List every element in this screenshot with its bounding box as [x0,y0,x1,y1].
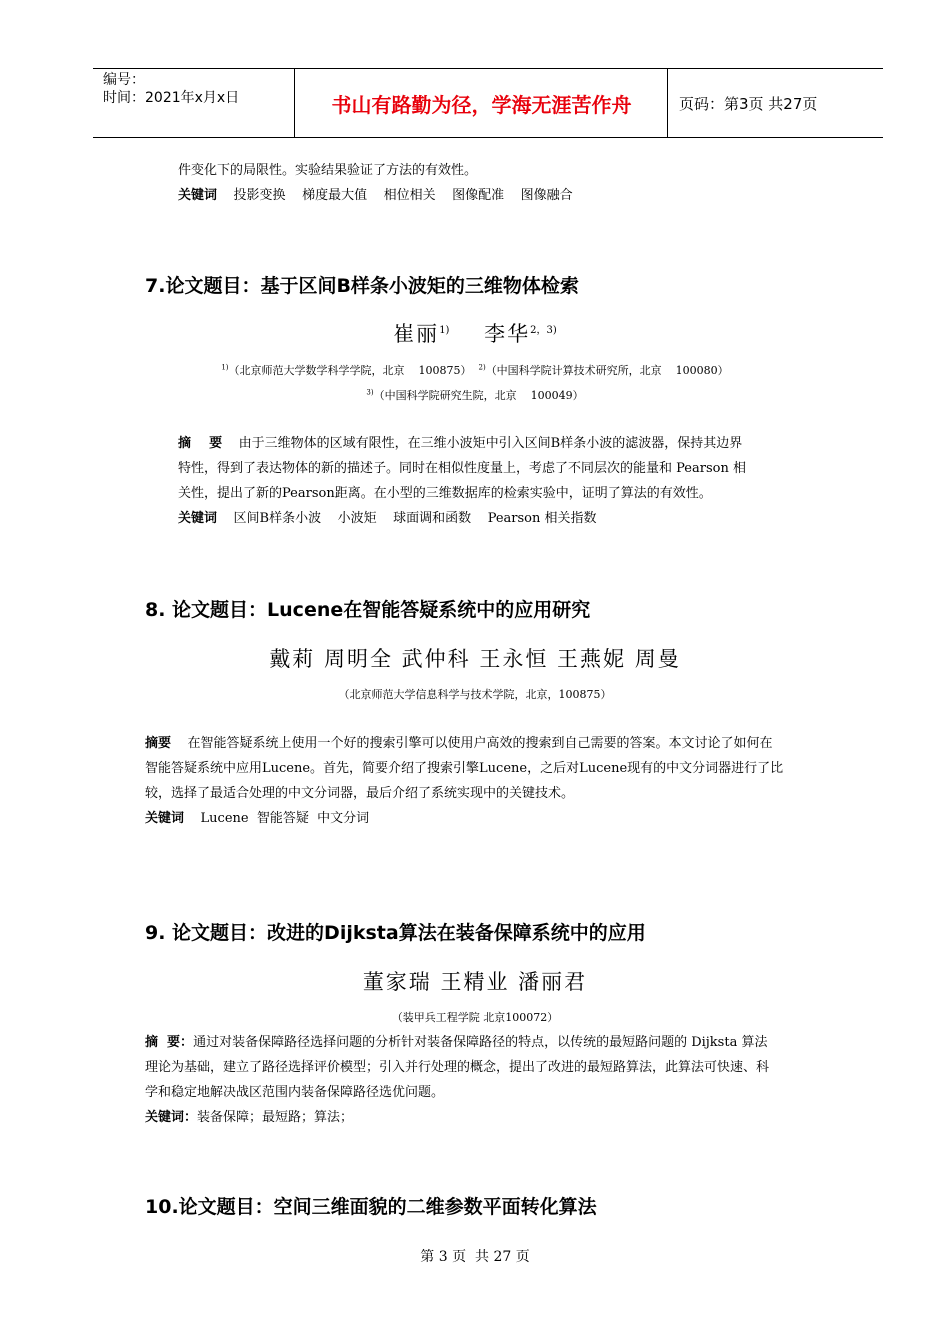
paper-8-affiliation: （北京师范大学信息科学与技术学院，北京，100875） [338,688,612,701]
keywords-label: 关键词 [178,511,218,526]
paper-7-title: 7.论文题目：基于区间B样条小波矩的三维物体检索 [145,275,579,297]
keywords-text: 投影变换 梯度最大值 相位相关 图像配准 图像融合 [233,188,573,203]
keywords-text: Lucene 智能答疑 中文分词 [200,811,370,826]
abstract-text: 由于三维物体的区域有限性，在三维小波矩中引入区间B样条小波的滤波器，保持其边界 [238,436,743,451]
paper-9-abstract-line: 学和稳定地解决战区范围内装备保障路径选优问题。 [145,1085,445,1100]
keywords-label: 关键词 [178,188,218,203]
abstract-text: 通过对装备保障路径选择问题的分析针对装备保障路径的特点，以传统的最短路问题的 Dijksta 算法 [193,1035,768,1050]
affiliation: （中国科学院研究生院，北京 100049） [373,389,584,402]
time-label: 时间：2021年x月x日 [103,90,240,106]
header-page-info: 页码：第3页 共27页 [679,94,818,113]
abstract-label: 摘 要： [145,1035,194,1050]
affil-sup: 1) [221,363,229,372]
abstract-text: 在智能答疑系统上使用一个好的搜索引擎可以使用户高效的搜索到自己需要的答案。本文讨论了如何在 [187,736,773,751]
paper-8-abstract-line [145,731,773,756]
prev-keywords [178,183,573,208]
paper-7-affiliation-3 [0,387,950,403]
affiliation: （中国科学院计算技术研究所，北京 100080） [485,364,729,377]
page-footer: 第 3 页 共 27 页 [420,1249,530,1265]
affiliation: （北京师范大学数学科学学院，北京 100875） [228,364,472,377]
paper-9-authors: 董家瑞 王精业 潘丽君 [362,970,588,994]
paper-7-authors [0,318,950,348]
affil-sup: 2) [478,363,486,372]
paper-8-title: 8. 论文题目：Lucene在智能答疑系统中的应用研究 [145,599,591,621]
paper-7-abstract-line: 特性，得到了表达物体的新的描述子。同时在相似性度量上，考虑了不同层次的能量和 Pearson 相 [178,461,746,476]
keywords-label: 关键词 [145,811,185,826]
keywords-label: 关键词： [145,1110,198,1125]
paper-10-title: 10.论文题目：空间三维面貌的二维参数平面转化算法 [145,1196,597,1218]
serial-label: 编号： [103,72,145,88]
paper-9-abstract-line [145,1030,767,1055]
author-sup: 2，3) [530,325,557,336]
author: 崔丽 [393,322,440,346]
author: 李华 [484,322,531,346]
keywords-text: 装备保障；最短路；算法； [197,1110,354,1125]
paper-9-title: 9. 论文题目：改进的Dijksta算法在装备保障系统中的应用 [145,922,646,944]
paper-8-authors: 戴莉 周明全 武仲科 王永恒 王燕妮 周曼 [269,647,681,671]
header-meta [103,71,239,107]
paper-7-abstract-line [178,431,742,456]
author-sup: 1) [439,325,450,336]
prev-abstract-tail: 件变化下的局限性。实验结果验证了方法的有效性。 [178,163,478,178]
paper-9-keywords [145,1105,353,1130]
abstract-label: 摘 要 [178,436,223,451]
paper-8-abstract-line: 智能答疑系统中应用Lucene。首先，简要介绍了搜索引擎Lucene，之后对Lucene现有的中文分词器进行了比 [145,761,784,776]
header-motto: 书山有路勤为径，学海无涯苦作舟 [331,92,632,117]
paper-9-affiliation: （装甲兵工程学院 北京100072） [391,1011,559,1024]
affil-sup: 3) [366,388,374,397]
keywords-text: 区间B样条小波 小波矩 球面调和函数 Pearson 相关指数 [233,511,597,526]
paper-9-abstract-line: 理论为基础，建立了路径选择评价模型；引入并行处理的概念，提出了改进的最短路算法，此算法可快速、科 [145,1060,770,1075]
paper-8-keywords [145,806,369,831]
paper-7-keywords [178,506,597,531]
page-header [93,68,883,138]
paper-7-affiliations [0,362,950,378]
abstract-label: 摘要 [145,736,172,751]
paper-8-abstract-line: 较，选择了最适合处理的中文分词器，最后介绍了系统实现中的关键技术。 [145,786,575,801]
paper-7-abstract-line: 关性，提出了新的Pearson距离。在小型的三维数据库的检索实验中，证明了算法的有效性。 [178,486,712,501]
